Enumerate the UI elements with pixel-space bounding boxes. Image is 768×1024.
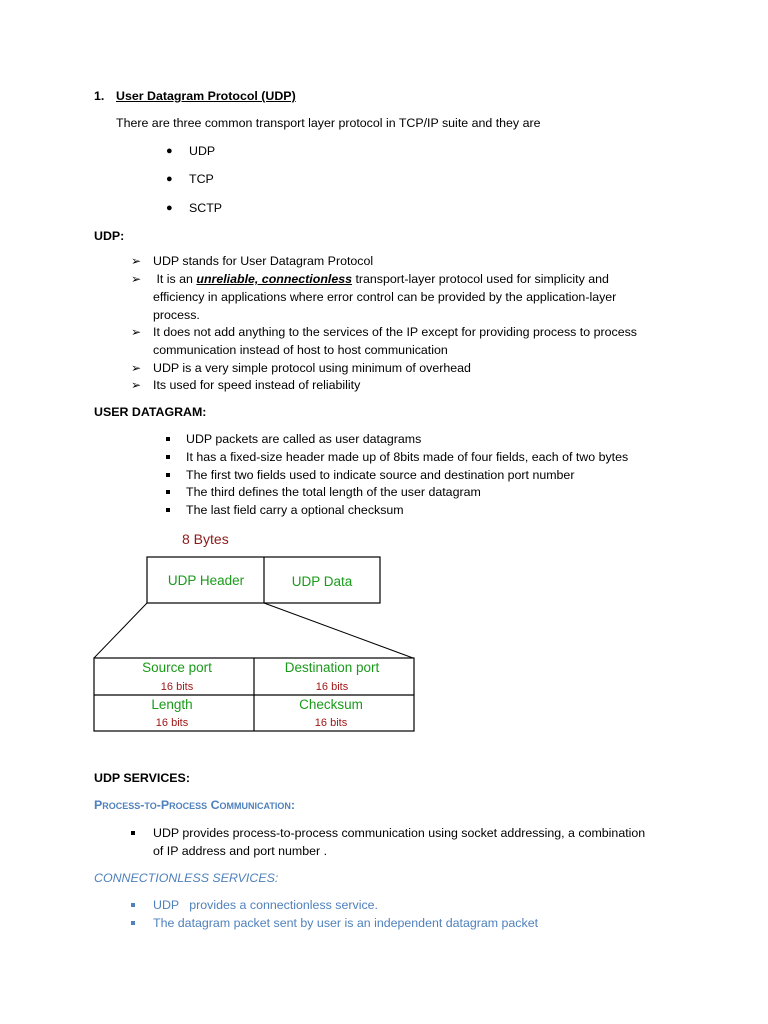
udp-data-cell: UDP Data — [291, 574, 353, 589]
p2p-title: Process-to-Process Communication: — [94, 798, 295, 812]
datagram-point: The third defines the total length of the user datagram — [186, 485, 481, 499]
udp-point-text: It is an — [153, 272, 197, 286]
diagram-size-label: 8 Bytes — [182, 531, 229, 547]
arrow-bullet-icon: ➢ — [131, 272, 142, 286]
udp-point-line: communication instead of host to host communication — [153, 343, 448, 357]
arrow-bullet-icon: ➢ — [131, 378, 142, 392]
datagram-point: The last field carry a optional checksum — [186, 503, 404, 517]
p2p-line: of IP address and port number . — [153, 844, 328, 858]
protocol-item: SCTP — [189, 201, 223, 215]
udp-point: UDP is a very simple protocol using minimum of overhead — [153, 361, 471, 375]
udp-point-line: It does not add anything to the services of the IP except for providing process to process — [153, 325, 637, 339]
heading-number: 1. — [94, 89, 105, 103]
connectionless-point: UDP provides a connectionless service. — [153, 898, 378, 912]
bullet-dot-icon: ● — [166, 145, 173, 157]
square-bullet-icon — [131, 921, 135, 925]
connectionless-point: The datagram packet sent by user is an independent datagram packet — [153, 916, 539, 930]
field-name-checksum: Checksum — [299, 697, 363, 712]
diagram-expand-line-right — [264, 603, 413, 658]
udp-point: UDP stands for User Datagram Protocol — [153, 254, 374, 268]
datagram-point: UDP packets are called as user datagrams — [186, 432, 422, 446]
bullet-dot-icon: ● — [166, 202, 173, 214]
connectionless-title: CONNECTIONLESS SERVICES: — [94, 871, 279, 885]
bullet-dot-icon: ● — [166, 173, 173, 185]
services-title: UDP SERVICES: — [94, 771, 190, 785]
field-bits: 16 bits — [160, 681, 194, 693]
heading-title: User Datagram Protocol (UDP) — [116, 89, 296, 103]
udp-header-cell: UDP Header — [167, 573, 245, 588]
square-bullet-icon — [131, 903, 135, 907]
datagram-section-title: USER DATAGRAM: — [94, 405, 207, 419]
udp-point-line: efficiency in applications where error control can be provided by the application-layer — [153, 290, 617, 304]
udp-section-title: UDP: — [94, 229, 125, 243]
field-name-length: Length — [151, 697, 193, 712]
square-bullet-icon — [131, 831, 135, 835]
udp-point: Its used for speed instead of reliability — [153, 378, 361, 392]
diagram-expand-line-left — [94, 603, 147, 658]
field-name-source-port: Source port — [142, 660, 212, 675]
datagram-point: The first two fields used to indicate source and destination port number — [186, 468, 575, 482]
p2p-line: UDP provides process-to-process communication using socket addressing, a combination — [153, 826, 646, 840]
protocol-item: TCP — [189, 172, 214, 186]
protocol-item: UDP — [189, 144, 216, 158]
field-bits: 16 bits — [314, 717, 348, 729]
arrow-bullet-icon: ➢ — [131, 325, 142, 339]
udp-point-text: transport-layer protocol used for simplicity and — [352, 272, 609, 286]
intro-text: There are three common transport layer protocol in TCP/IP suite and they are — [116, 116, 541, 130]
field-bits: 16 bits — [315, 681, 349, 693]
arrow-bullet-icon: ➢ — [131, 254, 142, 268]
datagram-point: It has a fixed-size header made up of 8bits made of four fields, each of two bytes — [186, 450, 629, 464]
arrow-bullet-icon: ➢ — [131, 361, 142, 375]
field-name-destination-port: Destination port — [284, 660, 380, 675]
udp-point-emphasis: unreliable, connectionless — [196, 272, 353, 286]
field-bits: 16 bits — [155, 717, 189, 729]
udp-point-line: process. — [153, 308, 200, 322]
